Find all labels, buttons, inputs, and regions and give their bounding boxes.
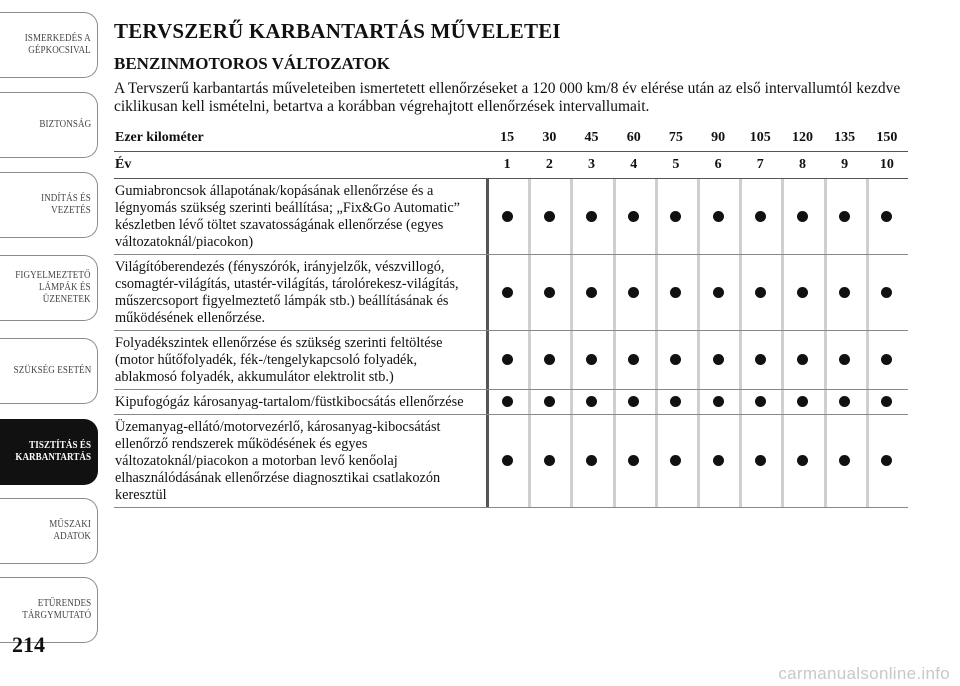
km-header-row-value: 135	[824, 125, 866, 152]
check-dot-icon	[502, 354, 513, 365]
watermark: carmanualsonline.info	[778, 664, 950, 683]
check-dot-icon	[755, 354, 766, 365]
interval-cell	[486, 415, 528, 508]
interval-cell	[613, 179, 655, 255]
check-dot-icon	[586, 287, 597, 298]
interval-cell	[697, 415, 739, 508]
year-header-row-value: 2	[528, 152, 570, 179]
check-dot-icon	[839, 287, 850, 298]
interval-cell	[655, 255, 697, 331]
interval-cell	[739, 390, 781, 415]
year-header-row-value: 8	[781, 152, 823, 179]
check-dot-icon	[881, 396, 892, 407]
check-dot-icon	[670, 354, 681, 365]
interval-cell	[570, 331, 612, 390]
interval-cell	[486, 331, 528, 390]
check-dot-icon	[881, 211, 892, 222]
interval-cell	[528, 390, 570, 415]
intro-paragraph: A Tervszerű karbantartás műveleteiben ismertetett ellenőrzéseket a 120 000 km/8 év elérése után az első intervallumtól kezdve ciklikusan kell ismételni, betartva a korábban végrehajtott ellenőrzések intervallumait.	[114, 80, 901, 115]
interval-cell	[613, 415, 655, 508]
interval-cell	[866, 415, 908, 508]
chapter-tab[interactable]	[0, 498, 98, 564]
check-dot-icon	[628, 287, 639, 298]
interval-cell	[570, 415, 612, 508]
year-header-row-value: 1	[486, 152, 528, 179]
interval-cell	[781, 255, 823, 331]
check-dot-icon	[544, 455, 555, 466]
check-dot-icon	[755, 211, 766, 222]
check-dot-icon	[544, 396, 555, 407]
interval-cell	[739, 331, 781, 390]
check-dot-icon	[713, 211, 724, 222]
check-dot-icon	[839, 354, 850, 365]
chapter-tab[interactable]	[0, 12, 98, 78]
chapter-tab-label: MŰSZAKI ADATOK	[49, 519, 91, 542]
interval-cell	[697, 255, 739, 331]
check-dot-icon	[586, 354, 597, 365]
check-dot-icon	[755, 455, 766, 466]
interval-cell	[781, 331, 823, 390]
interval-cell	[739, 255, 781, 331]
check-dot-icon	[502, 287, 513, 298]
interval-cell	[824, 331, 866, 390]
check-dot-icon	[502, 211, 513, 222]
year-header-row-label: Év	[114, 152, 486, 179]
chapter-tab-label: BIZTONSÁG	[39, 119, 91, 130]
interval-cell	[528, 255, 570, 331]
check-dot-icon	[755, 287, 766, 298]
interval-cell	[655, 415, 697, 508]
interval-cell	[528, 179, 570, 255]
interval-cell	[613, 390, 655, 415]
check-dot-icon	[797, 211, 808, 222]
km-header-row-label: Ezer kilométer	[114, 125, 486, 152]
page-content	[114, 18, 908, 508]
chapter-tab-label: ETŰRENDES TÁRGYMUTATÓ	[22, 598, 91, 621]
year-header-row-value: 9	[824, 152, 866, 179]
section-subtitle: BENZINMOTOROS VÁLTOZATOK	[114, 54, 391, 73]
check-dot-icon	[544, 287, 555, 298]
check-dot-icon	[628, 396, 639, 407]
interval-cell	[866, 179, 908, 255]
check-dot-icon	[586, 396, 597, 407]
check-dot-icon	[839, 396, 850, 407]
check-dot-icon	[797, 455, 808, 466]
check-dot-icon	[881, 354, 892, 365]
chapter-tab[interactable]	[0, 338, 98, 404]
km-header-row-value: 75	[655, 125, 697, 152]
check-dot-icon	[839, 455, 850, 466]
chapter-tab-label: SZÜKSÉG ESETÉN	[13, 365, 91, 376]
chapter-tab-label: INDÍTÁS ÉS VEZETÉS	[41, 193, 91, 216]
km-header-row-value: 45	[570, 125, 612, 152]
interval-cell	[655, 331, 697, 390]
check-dot-icon	[755, 396, 766, 407]
year-header-row	[114, 152, 908, 179]
maintenance-table	[114, 125, 908, 508]
check-dot-icon	[670, 287, 681, 298]
year-header-row-value: 3	[570, 152, 612, 179]
check-dot-icon	[797, 287, 808, 298]
chapter-tab-label: TISZTÍTÁS ÉS KARBANTARTÁS	[15, 440, 91, 463]
year-header-row-value: 10	[866, 152, 908, 179]
interval-cell	[486, 179, 528, 255]
chapter-tab[interactable]	[0, 255, 98, 321]
interval-cell	[866, 331, 908, 390]
check-dot-icon	[713, 396, 724, 407]
check-dot-icon	[670, 211, 681, 222]
check-dot-icon	[586, 211, 597, 222]
check-dot-icon	[502, 455, 513, 466]
interval-cell	[824, 255, 866, 331]
task-description: Folyadékszintek ellenőrzése és szükség szerinti feltöltése (motor hűtőfolyadék, fék-/tengelykapcsoló folyadék, ablakmosó folyadék, akkumulátor elektrolit stb.)	[114, 331, 486, 390]
table-row	[114, 415, 908, 508]
check-dot-icon	[839, 211, 850, 222]
interval-cell	[655, 179, 697, 255]
page-title: TERVSZERŰ KARBANTARTÁS MŰVELETEI	[114, 19, 561, 43]
check-dot-icon	[628, 211, 639, 222]
interval-cell	[570, 179, 612, 255]
check-dot-icon	[544, 354, 555, 365]
interval-cell	[486, 255, 528, 331]
km-header-row-value: 90	[697, 125, 739, 152]
check-dot-icon	[713, 455, 724, 466]
check-dot-icon	[797, 354, 808, 365]
check-dot-icon	[797, 396, 808, 407]
interval-cell	[613, 331, 655, 390]
interval-cell	[697, 331, 739, 390]
km-header-row-value: 150	[866, 125, 908, 152]
chapter-tab-label: ISMERKEDÉS A GÉPKOCSIVAL	[24, 33, 91, 56]
year-header-row-value: 6	[697, 152, 739, 179]
interval-cell	[613, 255, 655, 331]
task-description: Gumiabroncsok állapotának/kopásának ellenőrzése és a légnyomás szükség szerinti beállítása; „Fix&Go Automatic” készletben lévő töltet szavatosságának ellenőrzése (egyes változatoknál/piacokon)	[114, 179, 486, 255]
check-dot-icon	[628, 455, 639, 466]
km-header-row-value: 30	[528, 125, 570, 152]
check-dot-icon	[881, 455, 892, 466]
km-header-row-value: 15	[486, 125, 528, 152]
check-dot-icon	[544, 211, 555, 222]
check-dot-icon	[881, 287, 892, 298]
interval-cell	[866, 255, 908, 331]
interval-cell	[739, 415, 781, 508]
interval-cell	[655, 390, 697, 415]
km-header-row-value: 60	[613, 125, 655, 152]
check-dot-icon	[670, 455, 681, 466]
year-header-row-value: 7	[739, 152, 781, 179]
table-row	[114, 331, 908, 390]
year-header-row-value: 4	[613, 152, 655, 179]
task-description: Világítóberendezés (fényszórók, irányjelzők, vészvillogó, csomagtér-világítás, utastér-világítás, tárolórekesz-világítás, műszercsoport figyelmeztető lámpák stb.) beállításának és működésének ellenőrzése.	[114, 255, 486, 331]
chapter-tab[interactable]	[0, 172, 98, 238]
chapter-tab-label: FIGYELMEZTETŐ LÁMPÁK ÉS ÜZENETEK	[15, 270, 91, 305]
interval-cell	[486, 390, 528, 415]
check-dot-icon	[670, 396, 681, 407]
interval-cell	[570, 255, 612, 331]
check-dot-icon	[586, 455, 597, 466]
check-dot-icon	[713, 354, 724, 365]
check-dot-icon	[713, 287, 724, 298]
interval-cell	[866, 390, 908, 415]
interval-cell	[781, 415, 823, 508]
table-row	[114, 255, 908, 331]
check-dot-icon	[502, 396, 513, 407]
interval-cell	[781, 179, 823, 255]
km-header-row-value: 105	[739, 125, 781, 152]
interval-cell	[824, 390, 866, 415]
interval-cell	[697, 179, 739, 255]
task-description: Üzemanyag-ellátó/motorvezérlő, károsanyag-kibocsátást ellenőrző rendszerek működésének és egyes változatoknál/piacokon a motorban levő kenőolaj elhasználódásának ellenőrzése diagnosztikai csatlakozón keresztül	[114, 415, 486, 508]
interval-cell	[781, 390, 823, 415]
interval-cell	[528, 331, 570, 390]
km-header-row	[114, 125, 908, 152]
interval-cell	[528, 415, 570, 508]
table-row	[114, 390, 908, 415]
interval-cell	[697, 390, 739, 415]
year-header-row-value: 5	[655, 152, 697, 179]
table-row	[114, 179, 908, 255]
check-dot-icon	[628, 354, 639, 365]
page-number: 214	[12, 632, 45, 657]
interval-cell	[739, 179, 781, 255]
task-description: Kipufogógáz károsanyag-tartalom/füstkibocsátás ellenőrzése	[114, 390, 486, 415]
km-header-row-value: 120	[781, 125, 823, 152]
interval-cell	[570, 390, 612, 415]
chapter-tab[interactable]	[0, 419, 98, 485]
interval-cell	[824, 415, 866, 508]
interval-cell	[824, 179, 866, 255]
chapter-tab[interactable]	[0, 92, 98, 158]
